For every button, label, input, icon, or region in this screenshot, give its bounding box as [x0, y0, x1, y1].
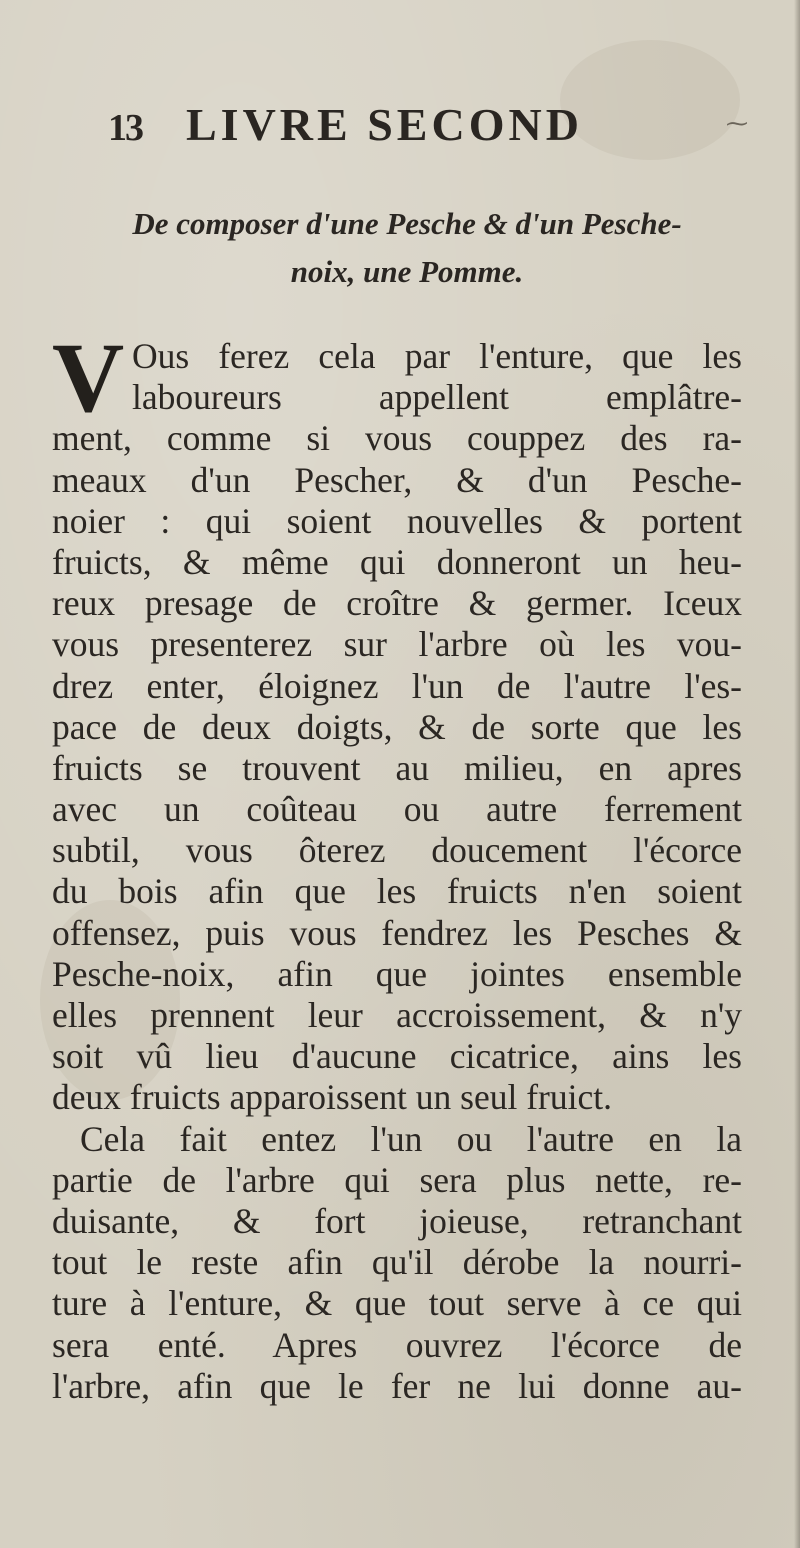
- text-line: tout le reste afin qu'il dérobe la nourri-: [52, 1242, 742, 1283]
- page-header: [108, 98, 748, 158]
- chapter-title: [92, 200, 722, 296]
- text-line: fruicts se trouvent au milieu, en apres: [52, 747, 742, 788]
- page-number: 13: [108, 107, 142, 149]
- text-line: partie de l'arbre qui sera plus nette, re-: [52, 1159, 742, 1200]
- text-line: elles prennent leur accroissement, & n'y: [52, 995, 742, 1035]
- text-line: vous presenterez sur l'arbre où les vou-: [52, 624, 742, 665]
- text-line: sera enté. Apres ouvrez l'écorce de: [52, 1324, 742, 1365]
- text-line: deux fruicts apparoissent un seul fruict.: [52, 1077, 612, 1118]
- drop-cap: V: [52, 322, 125, 433]
- text-line: ment, comme si vous couppez des ra-: [52, 418, 742, 459]
- text-line: laboureurs appellent emplâtre-: [132, 377, 742, 418]
- text-line: Ous ferez cela par l'enture, que les: [132, 336, 742, 376]
- header-mark: ⁓: [726, 112, 748, 137]
- text-line: Pesche-noix, afin que jointes ensemble: [52, 953, 742, 994]
- text-line: reux presage de croître & germer. Iceux: [52, 583, 742, 624]
- text-line: fruicts, & même qui donneront un heu-: [52, 541, 742, 582]
- text-line: subtil, vous ôterez doucement l'écorce: [52, 830, 742, 871]
- text-line: offensez, puis vous fendrez les Pesches &: [52, 912, 742, 953]
- text-line: l'arbre, afin que le fer ne lui donne au-: [52, 1365, 742, 1406]
- body-text: [52, 336, 742, 1407]
- text-line: pace de deux doigts, & de sorte que les: [52, 706, 742, 747]
- text-line: duisante, & fort joieuse, retranchant: [52, 1200, 742, 1241]
- text-line: avec un coûteau ou autre ferrement: [52, 789, 742, 830]
- text-line: du bois afin que les fruicts n'en soient: [52, 871, 742, 912]
- running-head: LIVRE SECOND: [186, 99, 583, 150]
- text-line: soit vû lieu d'aucune cicatrice, ains les: [52, 1036, 742, 1077]
- text-line: meaux d'un Pescher, & d'un Pesche-: [52, 459, 742, 500]
- page-edge-shadow: [794, 0, 800, 1548]
- chapter-title-line-1: De composer d'une Pesche & d'un Pesche-: [132, 206, 682, 241]
- chapter-title-line-2: noix, une Pomme.: [290, 254, 524, 289]
- text-line: noier : qui soient nouvelles & portent: [52, 500, 742, 541]
- text-line: drez enter, éloignez l'un de l'autre l'es-: [52, 665, 742, 706]
- text-line: Cela fait entez l'un ou l'autre en la: [80, 1118, 742, 1159]
- text-line: ture à l'enture, & que tout serve à ce qui: [52, 1283, 742, 1324]
